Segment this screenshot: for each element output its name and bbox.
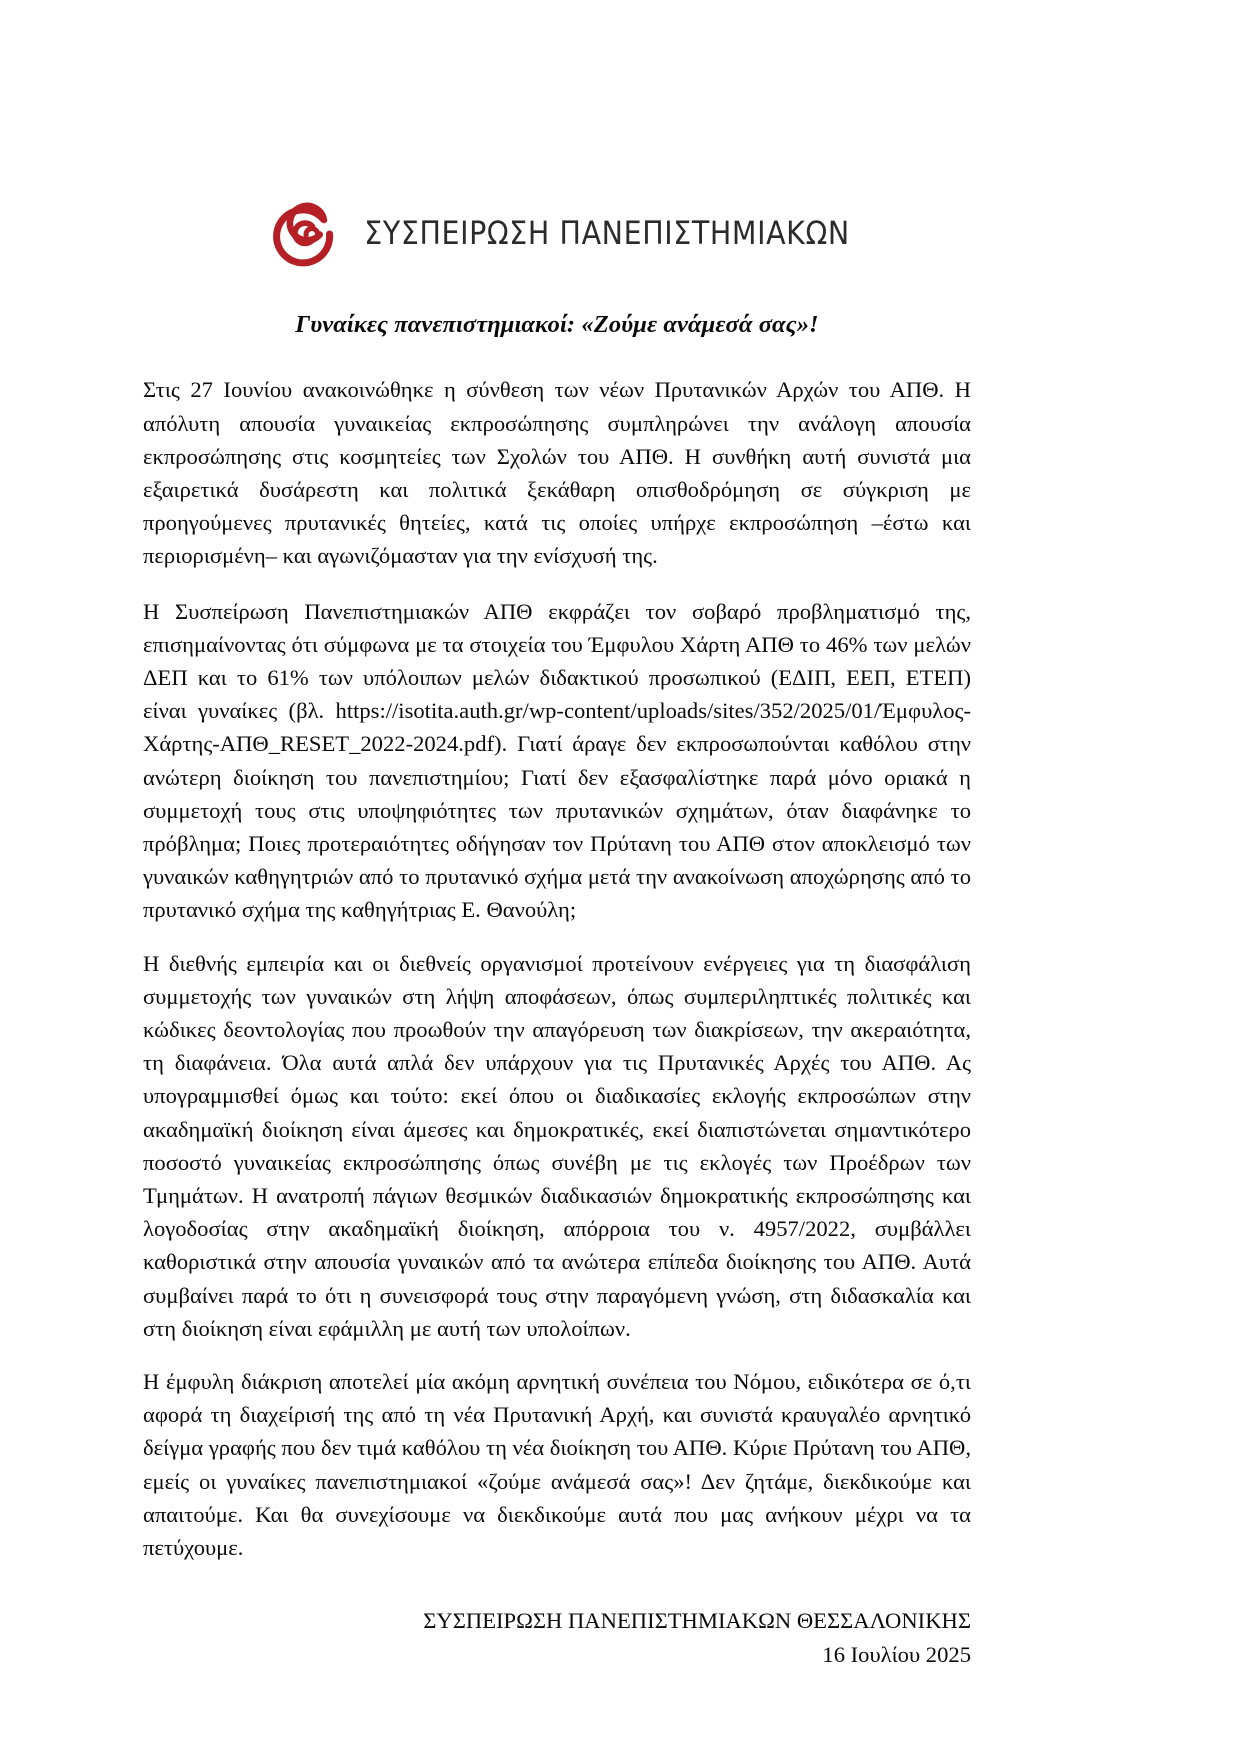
signature-date: 16 Ιουλίου 2025 [822, 1641, 971, 1667]
organization-wordmark: ΣΥΣΠΕΙΡΩΣΗ ΠΑΝΕΠΙΣΤΗΜΙΑΚΩΝ [364, 214, 850, 252]
document-content [143, 0, 971, 1671]
page-title: Γυναίκες πανεπιστημιακοί: «Ζούμε ανάμεσά σας»! [295, 311, 819, 338]
paragraph-4: Η έμφυλη διάκριση αποτελεί μία ακόμη αρνητική συνέπεια του Νόμου, ειδικότερα σε ό,τι αφορά τη διαχείρισή της από τη νέα Πρυτανική Αρχή, και συνιστά κραυγαλέο αρνητικό δείγμα γραφής που δεν τιμά καθόλου τη νέα διοίκηση του ΑΠΘ. Κύριε Πρύτανη του ΑΠΘ, εμείς οι γυναίκες πανεπιστημιακοί «ζούμε ανάμεσά σας»! Δεν ζητάμε, διεκδικούμε και απαιτούμε. Και θα συνεχίσουμε να διεκδικούμε αυτά που μας ανήκουν μέχρι να τα πετύχουμε. [143, 1369, 971, 1561]
signature-block [143, 1604, 971, 1670]
signature-organization: ΣΥΣΠΕΙΡΩΣΗ ΠΑΝΕΠΙΣΤΗΜΙΑΚΩΝ ΘΕΣΣΑΛΟΝΙΚΗΣ [423, 1608, 971, 1634]
paragraph-1: Στις 27 Ιουνίου ανακοινώθηκε η σύνθεση των νέων Πρυτανικών Αρχών του ΑΠΘ. Η απόλυτη απουσία γυναικείας εκπροσώπησης συμπληρώνει την ανάλογη απουσία εκπροσώπησης στις κοσμητείες των Σχολών του ΑΠΘ. Η συνθήκη αυτή συνιστά μια εξαιρετικά δυσάρεστη και πολιτικά ξεκάθαρη οπισθοδρόμηση σε σύγκριση με προηγούμενες πρυτανικές θητείες, κατά τις οποίες υπήρχε εκπροσώπηση –έστω και περιορισμένη– και αγωνιζόμασταν για την ενίσχυσή της. [143, 377, 971, 569]
letterhead [143, 0, 971, 282]
document-body [143, 373, 971, 1564]
paragraph-3: Η διεθνής εμπειρία και οι διεθνείς οργανισμοί προτείνουν ενέργειες για τη διασφάλιση συμμετοχής των γυναικών στη λήψη αποφάσεων, όπως συμπεριληπτικές πολιτικές και κώδικες δεοντολογίας που προωθούν την απαγόρευση των διακρίσεων, την ακεραιότητα, τη διαφάνεια. Όλα αυτά απλά δεν υπάρχουν για τις Πρυτανικές Αρχές του ΑΠΘ. Ας υπογραμμισθεί όμως και τούτο: εκεί όπου οι διαδικασίες εκλογής εκπροσώπων στην ακαδημαϊκή διοίκηση είναι άμεσες και δημοκρατικές, εκεί διαπιστώνεται σημαντικότερο ποσοστό γυναικείας εκπροσώπησης όπως συνέβη με τις εκλογές των Προέδρων των Τμημάτων. Η ανατροπή πάγιων θεσμικών διαδικασιών δημοκρατικής εκπροσώπησης και λογοδοσίας στην ακαδημαϊκή διοίκηση, απόρροια του ν. 4957/2022, συμβάλλει καθοριστικά στην απουσία γυναικών από τα ανώτερα επίπεδα διοίκησης του ΑΠΘ. Αυτά συμβαίνει παρά το ότι η συνεισφορά τους στην παραγόμενη γνώση, στη διδασκαλία και στη διοίκηση είναι εφάμιλλη με αυτή των υπολοίπων. [143, 950, 971, 1341]
paragraph-2: Η Συσπείρωση Πανεπιστημιακών ΑΠΘ εκφράζει τον σοβαρό προβληματισμό της, επισημαίνοντας ότι σύμφωνα με τα στοιχεία του Έμφυλου Χάρτη ΑΠΘ το 46% των μελών ΔΕΠ και το 61% των υπόλοιπων μελών διδακτικού προσωπικού (ΕΔΙΠ, ΕΕΠ, ΕΤΕΠ) είναι γυναίκες (βλ. https://isotita.auth.gr/wp-content/uploads/sites/352/2025/01/Έμφυλος-Χάρτης-ΑΠΘ_RESET_2022-2024.pdf). Γιατί άραγε δεν εκπροσωπούνται καθόλου στην ανώτερη διοίκηση του πανεπιστημίου; Γιατί δεν εξασφαλίστηκε παρά μόνο οριακά η συμμετοχή τους στις υποψηφιότητες των πρυτανικών σχημάτων, όταν διαφάνηκε το πρόβλημα; Ποιες προτεραιότητες οδήγησαν τον Πρύτανη του ΑΠΘ στον αποκλεισμό των γυναικών καθηγητριών από το πρυτανικό σχήμα μετά την ανακοίνωση αποχώρησης από το πρυτανικό σχήμα της καθηγήτριας Ε. Θανούλη; [143, 598, 971, 923]
red-spiral-logo-icon [264, 195, 342, 273]
